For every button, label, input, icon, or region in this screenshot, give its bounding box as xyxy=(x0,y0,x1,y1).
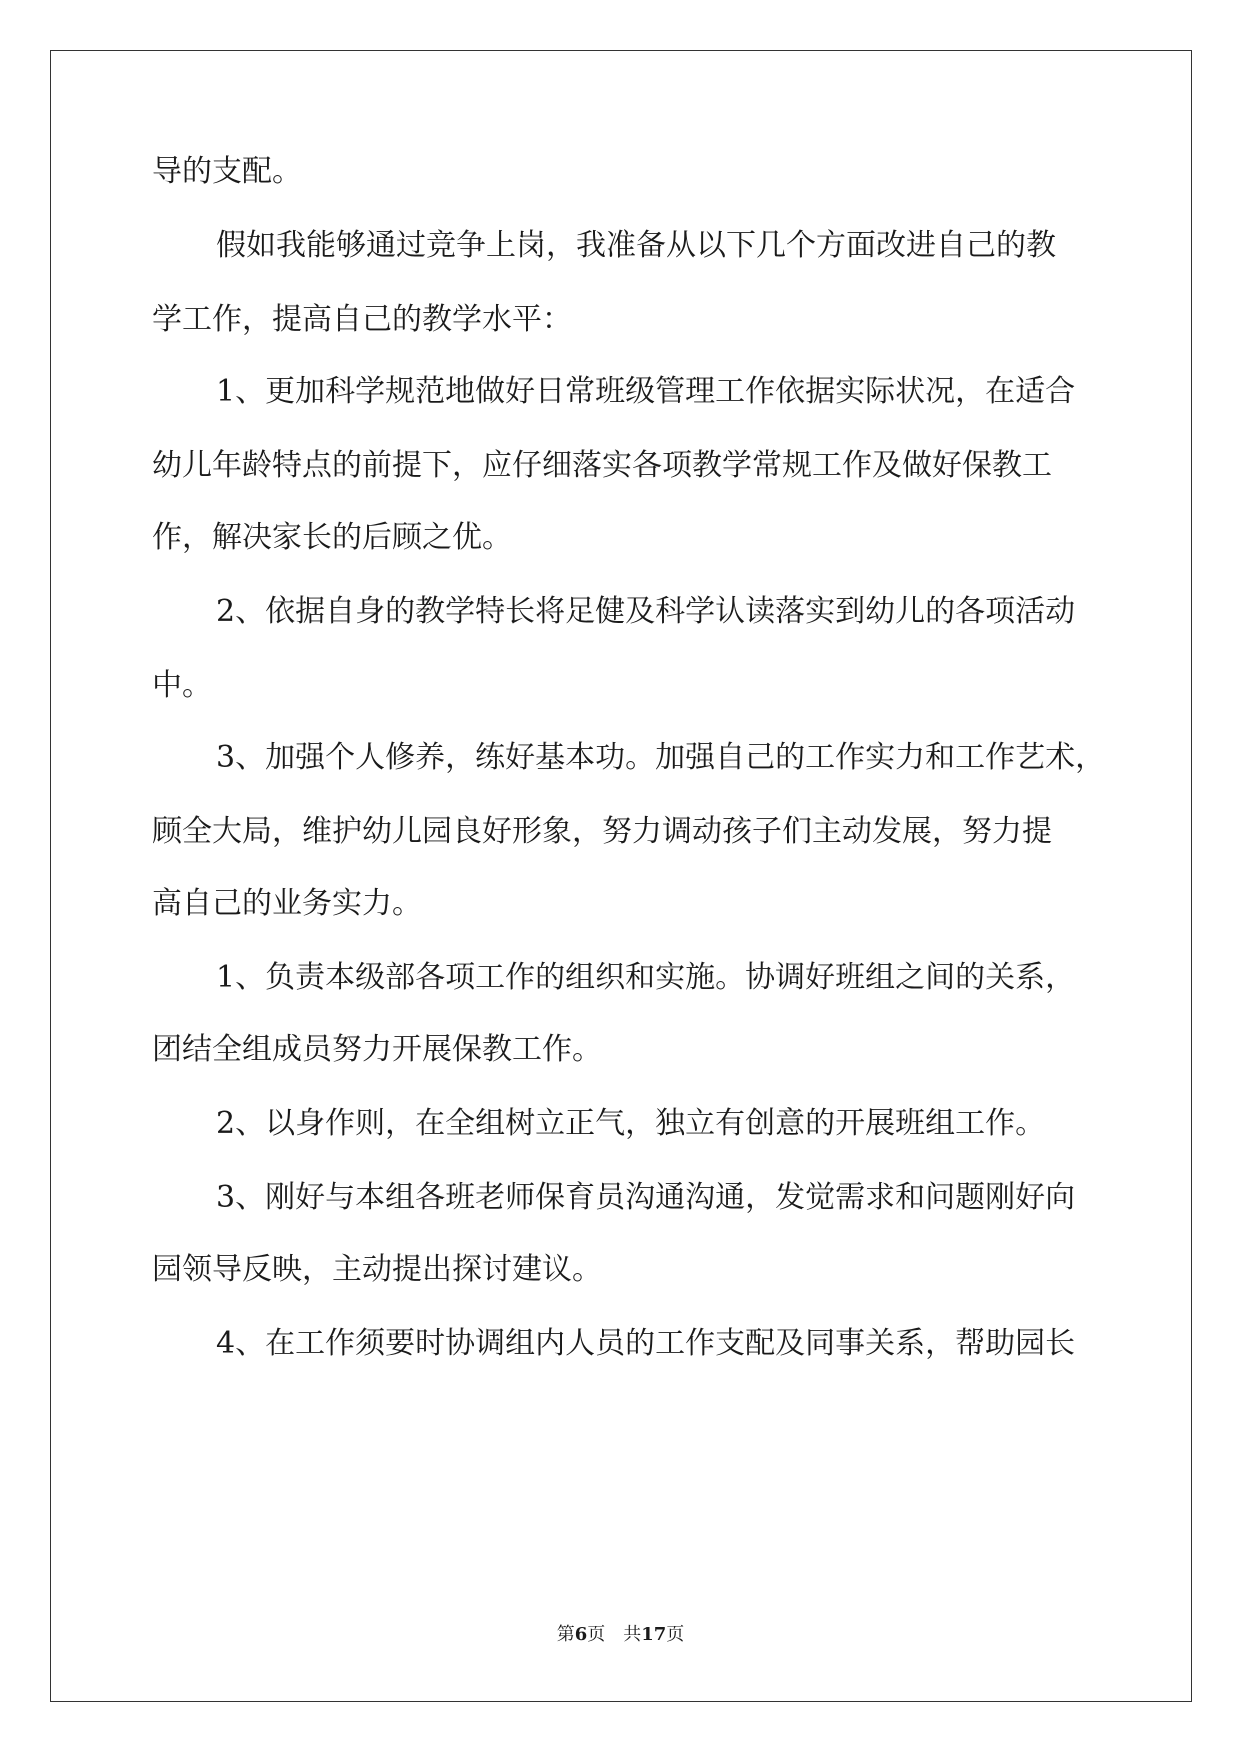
text-line: 团结全组成员努力开展保教工作。 xyxy=(152,1032,602,1067)
page-mid: 页 共 xyxy=(587,1624,642,1645)
text-line: 导的支配。 xyxy=(152,154,302,189)
text-line: 学工作，提高自己的教学水平： xyxy=(152,302,572,337)
text-line: 顾全大局，维护幼儿园良好形象，努力调动孩子们主动发展，努力提 xyxy=(152,814,1052,849)
page-suffix: 页 xyxy=(666,1624,685,1645)
page-border xyxy=(50,50,1192,1702)
text-line: 幼儿年龄特点的前提下，应仔细落实各项教学常规工作及做好保教工 xyxy=(152,448,1052,483)
text-line: 2、以身作则，在全组树立正气，独立有创意的开展班组工作。 xyxy=(216,1106,1046,1141)
text-line: 1、更加科学规范地做好日常班级管理工作依据实际状况，在适合 xyxy=(216,374,1076,409)
text-line: 4、在工作须要时协调组内人员的工作支配及同事关系，帮助园长 xyxy=(216,1326,1076,1361)
text-line: 1、负责本级部各项工作的组织和实施。协调好班组之间的关系， xyxy=(216,960,1076,995)
text-line: 高自己的业务实力。 xyxy=(152,886,422,921)
text-line: 3、加强个人修养，练好基本功。加强自己的工作实力和工作艺术， xyxy=(216,740,1106,775)
text-line: 假如我能够通过竞争上岗，我准备从以下几个方面改进自己的教 xyxy=(216,228,1056,263)
total-pages: 17 xyxy=(641,1624,667,1645)
text-line: 园领导反映，主动提出探讨建议。 xyxy=(152,1252,602,1287)
page-number xyxy=(0,1623,1241,1647)
text-line: 作，解决家长的后顾之优。 xyxy=(152,520,512,555)
text-line: 中。 xyxy=(152,668,212,703)
current-page: 6 xyxy=(574,1624,588,1645)
text-line: 3、刚好与本组各班老师保育员沟通沟通，发觉需求和问题刚好向 xyxy=(216,1180,1076,1215)
text-line: 2、依据自身的教学特长将足健及科学认读落实到幼儿的各项活动 xyxy=(216,594,1076,629)
page-prefix: 第 xyxy=(556,1624,575,1645)
